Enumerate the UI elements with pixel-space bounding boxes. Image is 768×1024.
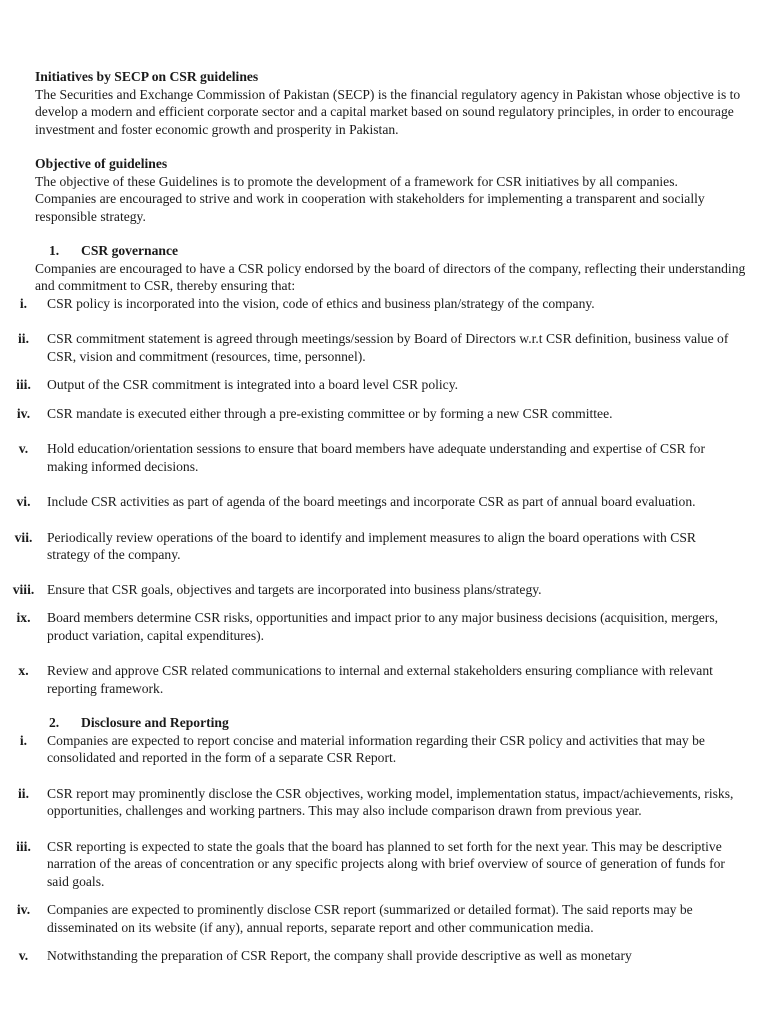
list-item-text: CSR mandate is executed either through a pre-existing committee or by forming a new CSR committee. [47, 405, 613, 421]
list-item [16, 901, 763, 936]
list-marker: vi. [16, 494, 31, 509]
list-marker: i. [19, 295, 28, 311]
list-item-text: CSR policy is incorporated into the vision, code of ethics and business plan/strategy of the company. [47, 295, 595, 311]
list-marker: viii. [12, 581, 35, 597]
list-marker: ii. [18, 785, 29, 801]
list-item-text: CSR reporting is expected to state the goals that the board has planned to set forth for the next year. This may be descriptive narration of the areas of concentration or any specific projects along with brief overview of source of generation of funds for said goals. [47, 838, 725, 889]
list-marker: iv. [16, 405, 31, 421]
list-item [16, 376, 763, 394]
list-item [16, 609, 763, 644]
section-title-objective: Objective of guidelines [35, 156, 168, 171]
list-marker: iii. [16, 838, 31, 854]
list-marker: ii. [18, 331, 29, 346]
list-item [18, 330, 763, 365]
list-item [16, 838, 763, 891]
list-marker: iv. [16, 902, 31, 917]
heading-title: CSR governance [81, 243, 179, 258]
heading-number: 2. [49, 715, 60, 730]
heading-csr-governance [35, 242, 763, 260]
heading-title: Disclosure and Reporting [81, 715, 229, 730]
list-marker: v. [18, 948, 29, 963]
list-item [12, 581, 763, 599]
governance-intro: Companies are encouraged to have a CSR policy endorsed by the board of directors of the company, reflecting their understanding and commitment to CSR, thereby ensuring that: [35, 260, 746, 293]
list-marker: iii. [16, 377, 31, 392]
section-title-initiatives: Initiatives by SECP on CSR guidelines [35, 69, 259, 84]
list-item-text: Periodically review operations of the board to identify and implement measures to align the board operations with CSR strategy of the company. [47, 529, 696, 562]
list-item [16, 493, 763, 511]
list-item-text: Notwithstanding the preparation of CSR Report, the company shall provide descriptive as well as monetary [47, 948, 632, 963]
list-item-text: Companies are expected to prominently disclose CSR report (summarized or detailed format). The said reports may be disseminated on its website (if any), annual reports, separate report and other communication media. [47, 902, 693, 935]
list-item-text: CSR report may prominently disclose the CSR objectives, working model, implementation status, impact/achievements, risks, opportunities, challenges and working partners. This may also include comparison drawn from previous year. [47, 785, 734, 818]
list-item-text: CSR commitment statement is agreed through meetings/session by Board of Directors w.r.t CSR definition, business value of CSR, vision and commitment (resources, time, personnel). [47, 331, 729, 364]
list-marker: vii. [14, 529, 33, 545]
list-item-text: Companies are expected to report concise and material information regarding their CSR policy and activities that may be consolidated and reported in the form of a separate CSR Report. [47, 732, 705, 765]
section-body-objective: The objective of these Guidelines is to promote the development of a framework for CSR initiatives by all companies. Companies are encouraged to strive and work in cooperation with stakeholders for implementing a transparent and socially responsible strategy. [35, 173, 705, 224]
list-item-text: Output of the CSR commitment is integrated into a board level CSR policy. [47, 377, 459, 392]
list-item-text: Hold education/orientation sessions to ensure that board members have adequate understanding and expertise of CSR for making informed decisions. [47, 441, 705, 474]
governance-list [12, 295, 763, 698]
heading-disclosure-reporting [35, 714, 763, 732]
document-page [12, 68, 763, 965]
list-marker: v. [18, 441, 29, 456]
list-item [16, 405, 763, 423]
list-item [18, 440, 763, 475]
list-item [19, 295, 763, 313]
list-item [18, 785, 763, 820]
list-item [18, 947, 763, 965]
list-marker: x. [18, 663, 29, 678]
list-item [18, 662, 763, 697]
section-body-initiatives: The Securities and Exchange Commission of Pakistan (SECP) is the financial regulatory agency in Pakistan whose objective is to develop a modern and efficient corporate sector and a capital market based on sound regulatory principles, in order to encourage investment and foster economic growth and prosperity in Pakistan. [35, 86, 741, 137]
list-item-text: Ensure that CSR goals, objectives and targets are incorporated into business plans/strategy. [47, 581, 542, 597]
list-item-text: Include CSR activities as part of agenda of the board meetings and incorporate CSR as part of annual board evaluation. [47, 494, 696, 509]
list-item-text: Board members determine CSR risks, opportunities and impact prior to any major business decisions (acquisition, mergers, product variation, capital expenditures). [47, 610, 719, 643]
list-item-text: Review and approve CSR related communications to internal and external stakeholders ensuring compliance with relevant reporting framework. [47, 663, 713, 696]
list-item [19, 732, 763, 767]
list-item [14, 529, 763, 564]
disclosure-list [16, 732, 763, 965]
list-marker: ix. [16, 610, 31, 625]
heading-number: 1. [49, 243, 60, 258]
list-marker: i. [19, 732, 28, 748]
